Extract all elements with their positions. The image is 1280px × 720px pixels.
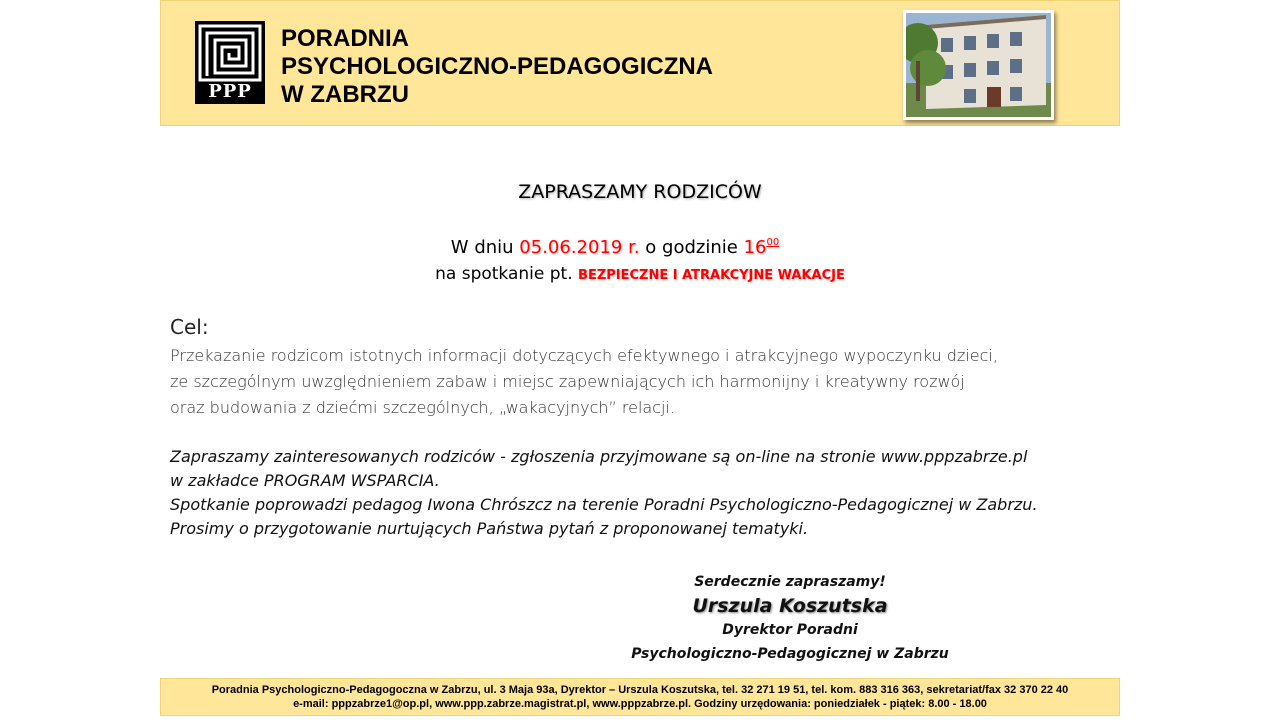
signature-block (590, 570, 990, 666)
goal-label: Cel: (170, 315, 209, 339)
building-image-icon (906, 13, 1051, 117)
footer-contact (160, 678, 1120, 716)
goal-line: Przekazanie rodzicom istotnych informacji dotyczących efektywnego i atrakcyjnego wypoczynku dzieci, (170, 346, 998, 365)
logo-text: PPP (208, 81, 252, 102)
building-photo (903, 10, 1054, 120)
signature-role-2: Psychologiczno-Pedagogicznej w Zabrzu (631, 646, 949, 662)
header-banner (160, 0, 1120, 126)
goal-text (170, 343, 1130, 421)
signature-greeting: Serdecznie zapraszamy! (694, 574, 886, 590)
event-time-minutes: 00 (766, 237, 780, 248)
signature-role-1: Dyrektor Poradni (722, 622, 858, 638)
meeting-line (0, 264, 1280, 284)
event-date: 05.06.2019 r. (519, 237, 640, 258)
ppp-logo (195, 21, 265, 104)
meeting-title: BEZPIECZNE I ATRAKCYJNE WAKACJE (578, 268, 845, 283)
invitation-line: Prosimy o przygotowanie nurtujących Państwa pytań z proponowanej tematyki. (170, 519, 809, 538)
invitation-line: Zapraszamy zainteresowanych rodziców - zgłoszenia przyjmowane są on-line na stronie www.pppzabrze.pl (170, 447, 1028, 466)
goal-line: oraz budowania z dziećmi szczególnych, „wakacyjnych” relacji. (170, 398, 675, 417)
footer-line-2: e-mail: pppzabrze1@op.pl, www.ppp.zabrze.magistrat.pl, www.pppzabrze.pl. Godziny urzędowania: poniedziałek - piątek: 8.00 - 18.00 (293, 698, 987, 710)
invitation-line: w zakładce PROGRAM WSPARCIA. (170, 471, 440, 490)
time-prefix: o godzinie (645, 237, 738, 258)
event-time (744, 237, 780, 258)
org-name-line-3: W ZABRZU (281, 81, 409, 108)
date-prefix: W dniu (450, 237, 514, 258)
goal-line: ze szczególnym uwzględnieniem zabaw i miejsc zapewniających ich harmonijny i kreatywny rozwój (170, 372, 965, 391)
org-name-line-2: PSYCHOLOGICZNO-PEDAGOGICZNA (281, 53, 714, 80)
date-line (0, 237, 1230, 258)
event-time-hour: 16 (743, 237, 767, 258)
invitation-line: Spotkanie poprowadzi pedagog Iwona Chrószcz na terenie Poradni Psychologiczno-Pedagogicznej w Zabrzu. (170, 495, 1038, 514)
meander-logo-icon (195, 21, 265, 83)
footer-line-1: Poradnia Psychologiczno-Pedagogoczna w Zabrzu, ul. 3 Maja 93a, Dyrektor – Urszula Koszutska, tel. 32 271 19 51, tel. kom. 883 316 363, sekretariat/fax 32 370 22 40 (211, 684, 1069, 696)
meeting-prefix: na spotkanie pt. (435, 264, 573, 284)
page-title: ZAPRASZAMY RODZICÓW (518, 181, 762, 203)
org-name-line-1: PORADNIA (281, 25, 410, 52)
invitation-text (170, 445, 1112, 541)
signature-name: Urszula Koszutska (692, 595, 888, 617)
organization-name (281, 25, 713, 109)
